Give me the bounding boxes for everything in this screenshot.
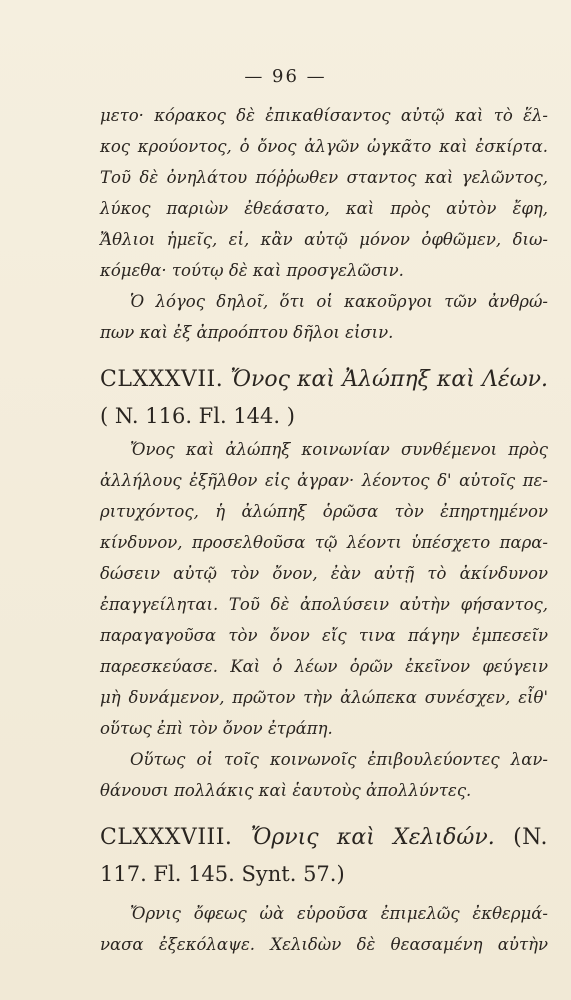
fable-187 <box>100 362 548 806</box>
fable-heading <box>100 820 548 856</box>
fable-number: CLXXXVIII. <box>100 825 233 850</box>
fable-title: Ὄρνις καὶ Χελιδών. <box>250 825 495 850</box>
fable-reference: 117. Fl. 145. Synt. 57.) <box>100 862 345 886</box>
text-line: ριτυχόντος, ἡ ἀλώπηξ ὁρῶσα τὸν ἐπηρτημένον <box>100 502 548 521</box>
fable-heading <box>100 362 548 398</box>
moral-line: Ὁ λόγος δηλοῖ, ὅτι οἱ κακοῦργοι τῶν ἀνθρώ- <box>130 292 548 311</box>
fable-number: CLXXXVII. <box>100 367 224 392</box>
text-line: Τοῦ δὲ ὀνηλάτου πόῤῥωθεν σταντος καὶ γελῶντος, <box>100 168 548 187</box>
fable-reference-start: (N. <box>513 825 548 850</box>
text-line: Ἄθλιοι ἡμεῖς, εἰ, κἂν αὐτῷ μόνον ὀφθῶμεν, διω- <box>100 230 548 249</box>
text-line: οὕτως ἐπὶ τὸν ὄνον ἐτράπη. <box>100 719 333 738</box>
fable-188 <box>100 820 548 960</box>
moral-line: Οὕτως οἱ τοῖς κοινωνοῖς ἐπιβουλεύοντες λαν- <box>130 750 548 769</box>
text-line: ἐπαγγείληται. Τοῦ δὲ ἀπολύσειν αὐτὴν φήσαντος, <box>100 595 548 614</box>
text-line: παραγαγοῦσα τὸν ὄνον εἴς τινα πάγην ἐμπεσεῖν <box>100 626 548 645</box>
text-line: Ὄρνις ὄφεως ὠὰ εὑροῦσα ἐπιμελῶς ἐκθερμά- <box>130 904 548 923</box>
text-line: δώσειν αὐτῷ τὸν ὄνον, ἐὰν αὐτῇ τὸ ἀκίνδυνον <box>100 564 548 583</box>
text-line: λύκος παριὼν ἐθεάσατο, καὶ πρὸς αὐτὸν ἔφη, <box>100 199 548 218</box>
text-line: παρεσκεύασε. Καὶ ὁ λέων ὁρῶν ἐκεῖνον φεύγειν <box>100 657 548 676</box>
text-line: νασα ἐξεκόλαψε. Χελιδὼν δὲ θεασαμένη αὐτὴν <box>100 935 548 954</box>
moral-line: θάνουσι πολλάκις καὶ ἑαυτοὺς ἀπολλύντες. <box>100 781 472 800</box>
fable-end <box>100 100 548 348</box>
page-body <box>100 100 548 960</box>
page-number: — 96 — <box>244 66 327 87</box>
fable-reference: ( N. 116. Fl. 144. ) <box>100 404 295 428</box>
text-line: μὴ δυνάμενον, πρῶτον τὴν ἀλώπεκα συνέσχεν, εἶθ' <box>100 688 548 707</box>
text-line: ἀλλήλους ἐξῆλθον εἰς ἀγραν· λέοντος δ' αὐτοῖς πε- <box>100 471 548 490</box>
moral-line: πων καὶ ἐξ ἀπροόπτου δῆλοι εἰσιν. <box>100 323 394 342</box>
fable-title: Ὄνος καὶ Ἀλώπηξ καὶ Λέων. <box>230 367 549 392</box>
text-line: κος κρούοντος, ὁ ὄνος ἀλγῶν ὠγκᾶτο καὶ ἐσκίρτα. <box>100 137 548 156</box>
text-line: κίνδυνον, προσελθοῦσα τῷ λέοντι ὑπέσχετο παρα- <box>100 533 548 552</box>
text-line: κόμεθα· τούτῳ δὲ καὶ προσγελῶσιν. <box>100 261 404 280</box>
text-line: Ὄνος καὶ ἀλώπηξ κοινωνίαν συνθέμενοι πρὸς <box>130 440 548 459</box>
text-line: μετο· κόρακος δὲ ἐπικαθίσαντος αὐτῷ καὶ τὸ ἕλ- <box>100 106 548 125</box>
